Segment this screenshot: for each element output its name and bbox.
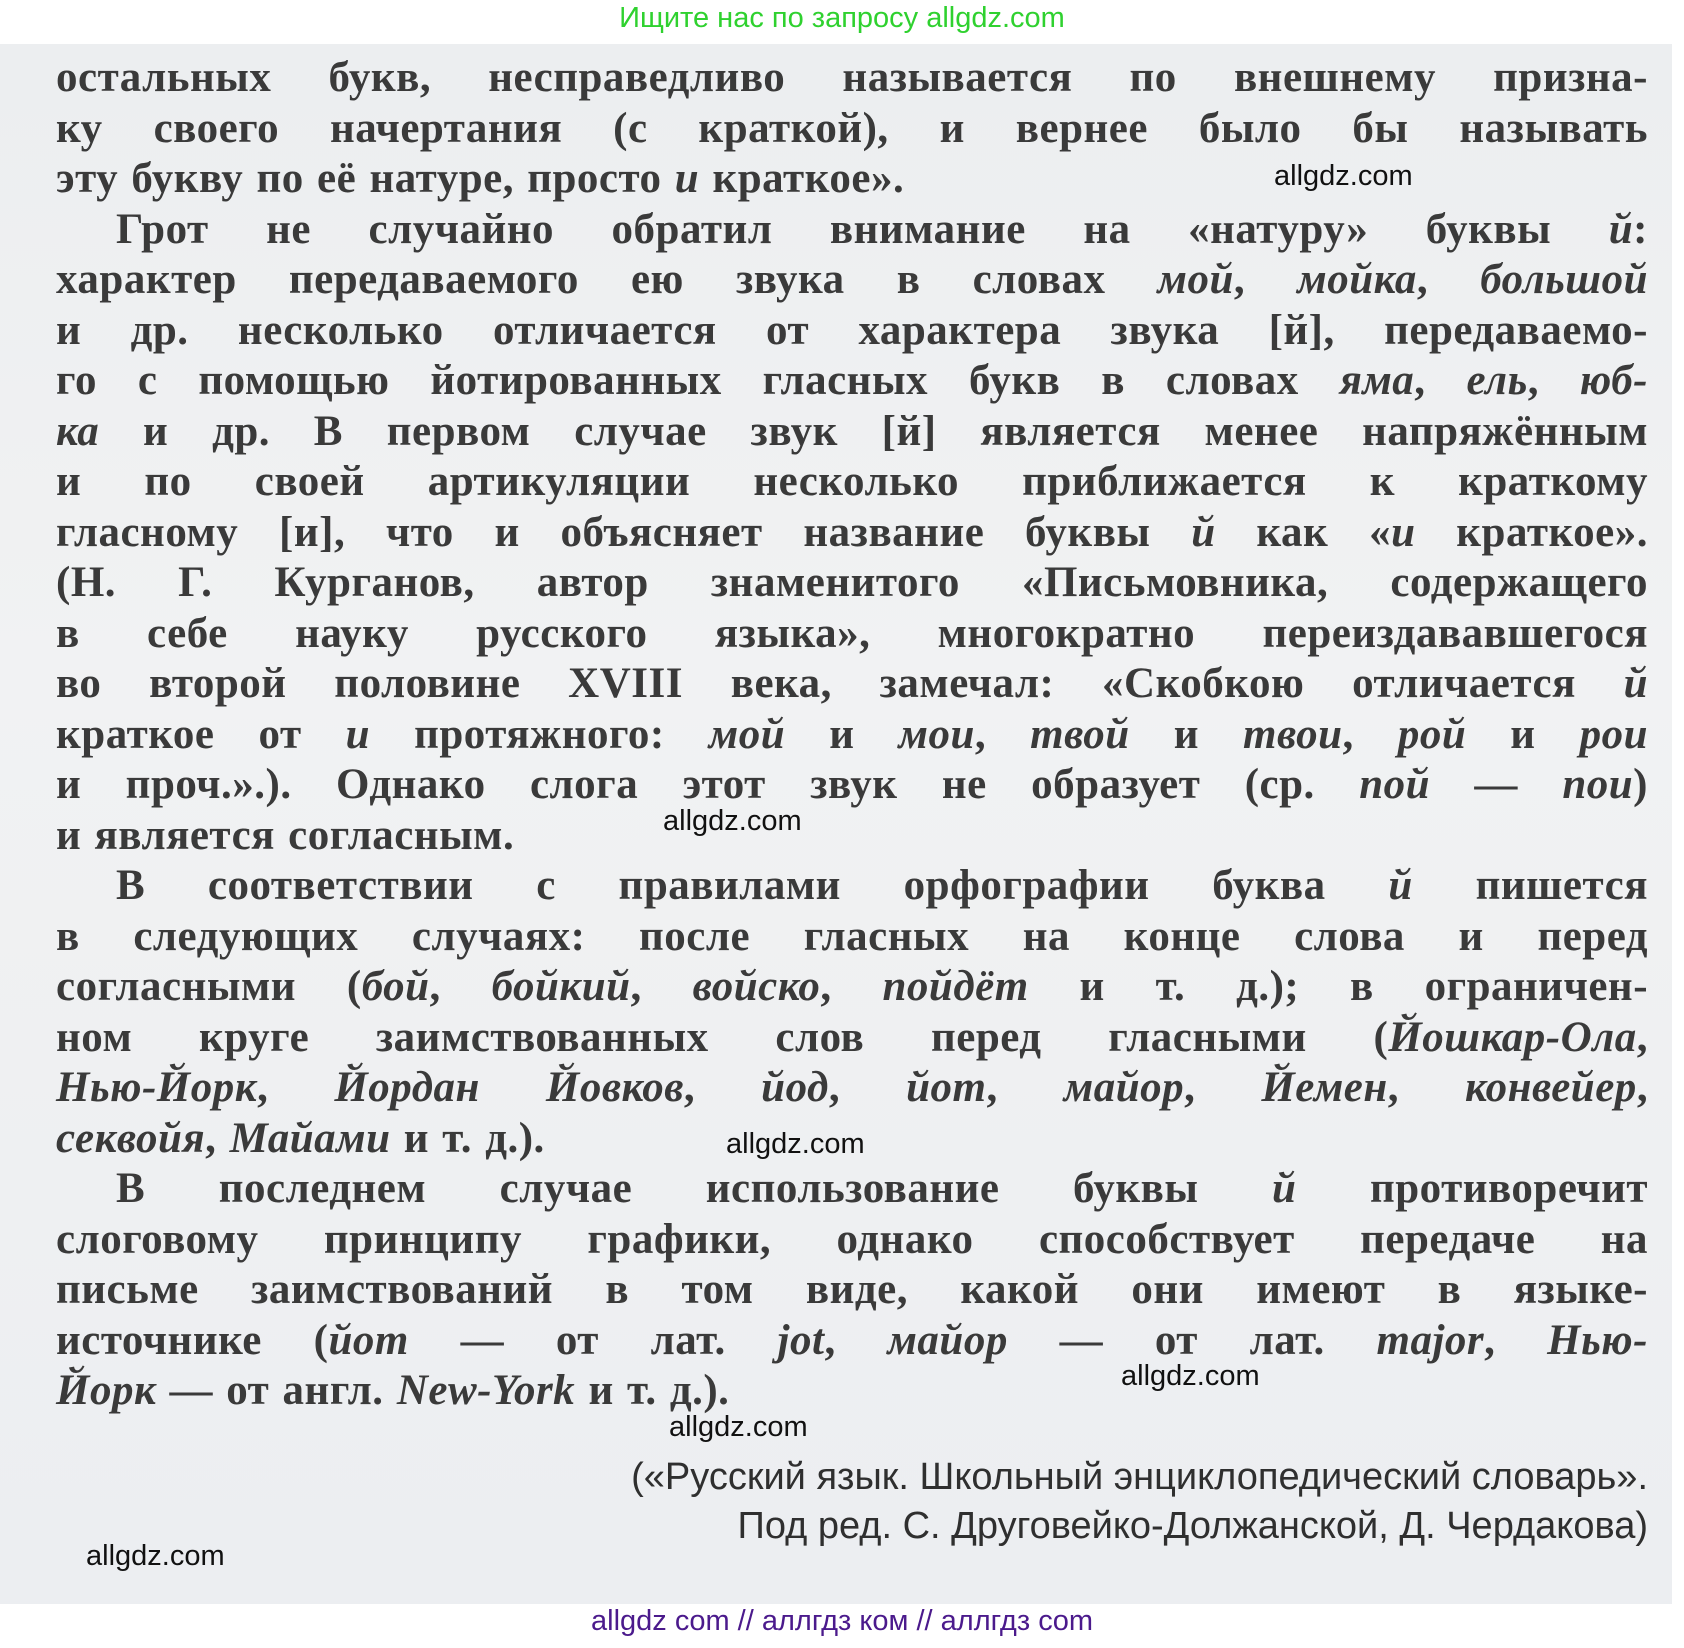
text-run: — от лат.: [408, 1316, 778, 1364]
text-run: и: [1129, 710, 1244, 758]
text-line: [56, 912, 1648, 963]
italic-example: пой: [1359, 761, 1431, 808]
italic-example: твои: [1243, 710, 1343, 758]
text-run: — от лат.: [1007, 1316, 1377, 1364]
italic-example: мой: [708, 710, 786, 758]
italic-example: секвойя: [56, 1114, 206, 1162]
citation-line-1: («Русский язык. Школьный энциклопедический словарь».: [631, 1456, 1648, 1498]
italic-example: большой: [1480, 256, 1649, 303]
text-run: и др. В первом случае звук [й] является менее напряжённым: [99, 407, 1648, 455]
italic-example: jot: [777, 1316, 825, 1364]
italic-example: Йорк: [56, 1367, 157, 1414]
italic-example: Нью-Йорк: [56, 1064, 258, 1111]
italic-example: ель: [1466, 357, 1528, 404]
text-line: [56, 407, 1648, 458]
text-run: ,: [429, 963, 492, 1010]
text-line: [56, 306, 1648, 357]
site-footer-links[interactable]: allgdz com // аллгдз ком // аллгдз com: [591, 1605, 1093, 1637]
text-run: ,: [1414, 357, 1467, 404]
text-run: ,: [1636, 1013, 1648, 1061]
text-run: и т. д.).: [575, 1367, 730, 1414]
text-run: в себе науку русского языка», многократно переиздававшегося: [56, 609, 1648, 657]
italic-example: и: [345, 710, 371, 758]
italic-example: йот: [906, 1064, 987, 1111]
text-line: [56, 1164, 1648, 1215]
text-line: [56, 508, 1648, 559]
italic-example: бой: [361, 963, 430, 1010]
text-run: и др. несколько отличается от характера звука [й], передаваемо-: [56, 306, 1648, 354]
text-line: [56, 659, 1648, 710]
text-run: и по своей артикуляции несколько приближается к краткому: [56, 458, 1648, 505]
italic-example: New-York: [396, 1367, 576, 1414]
text-run: и: [785, 710, 899, 758]
italic-example: мойка: [1297, 256, 1417, 303]
citation-line-2: Под ред. С. Друговейко-Должанской, Д. Чердакова): [737, 1505, 1648, 1547]
text-run: :: [1633, 205, 1648, 253]
text-line: [56, 1366, 1648, 1417]
text-line: [56, 1013, 1648, 1064]
text-line: [56, 558, 1648, 609]
text-line: [56, 962, 1648, 1013]
text-run: ,: [683, 1064, 762, 1111]
italic-example: мой: [1157, 256, 1234, 303]
text-run: ,: [820, 963, 883, 1010]
article-body: [56, 53, 1648, 1417]
text-run: — от англ.: [156, 1367, 397, 1414]
italic-example: Майами: [229, 1114, 391, 1162]
italic-example: й: [1191, 508, 1216, 556]
text-run: ,: [1527, 357, 1580, 404]
text-line: [56, 1063, 1648, 1114]
text-run: противоречит: [1296, 1165, 1649, 1212]
text-run: краткое».: [1415, 508, 1648, 556]
text-run: характер передаваемого ею звука в словах: [56, 256, 1158, 303]
italic-example: й: [1272, 1165, 1297, 1212]
text-run: ,: [986, 1064, 1064, 1111]
text-run: и т. д.).: [390, 1114, 545, 1162]
text-run: Грот не случайно обратил внимание на «натуру» буквы: [116, 205, 1609, 253]
text-line: [56, 1215, 1648, 1266]
italic-example: войско: [692, 963, 821, 1010]
italic-example: й: [1388, 862, 1413, 909]
text-run: ,: [1387, 1064, 1465, 1111]
text-run: ,: [1416, 256, 1481, 303]
italic-example: Йемен: [1261, 1064, 1388, 1111]
text-run: источнике (: [56, 1316, 329, 1364]
watermark: allgdz.com: [726, 1128, 865, 1160]
text-line: [56, 609, 1648, 660]
italic-example: пойдёт: [882, 963, 1029, 1010]
text-run: как «: [1215, 508, 1392, 556]
site-banner[interactable]: Ищите нас по запросу allgdz.com: [619, 2, 1065, 34]
text-run: краткое».: [699, 155, 905, 202]
italic-example: майор: [887, 1316, 1008, 1364]
text-run: ,: [828, 1064, 907, 1111]
text-line: [56, 255, 1648, 306]
watermark: allgdz.com: [1274, 160, 1413, 192]
italic-example: и: [674, 155, 700, 202]
text-run: ,: [974, 710, 1031, 758]
watermark: allgdz.com: [663, 805, 802, 837]
text-line: [56, 861, 1648, 912]
italic-example: Йордан Йовков: [334, 1064, 684, 1111]
text-run: (Н. Г. Курганов, автор знаменитого «Письмовника, содержащего: [56, 559, 1648, 606]
text-line: [56, 710, 1648, 761]
italic-example: рои: [1579, 710, 1648, 758]
italic-example: major: [1376, 1316, 1485, 1364]
italic-example: й: [1623, 660, 1648, 707]
text-run: ,: [824, 1316, 888, 1364]
text-run: ,: [1184, 1064, 1262, 1111]
text-line: [56, 1316, 1648, 1367]
text-line: [56, 811, 1648, 862]
italic-example: мои: [898, 710, 975, 758]
italic-example: яма: [1339, 357, 1415, 404]
text-run: и проч.».). Однако слога этот звук не образует (ср.: [56, 761, 1360, 808]
text-run: ,: [630, 963, 693, 1010]
text-line: [56, 1265, 1648, 1316]
italic-example: йод: [761, 1064, 829, 1111]
text-run: В соответствии с правилами орфографии буква: [116, 862, 1389, 909]
text-run: го с помощью йотированных гласных букв в словах: [56, 357, 1340, 404]
text-run: ,: [1233, 256, 1298, 303]
text-line: [56, 53, 1648, 104]
text-run: гласному [и], что и объясняет название буквы: [56, 508, 1192, 556]
watermark: allgdz.com: [1121, 1360, 1260, 1392]
text-run: краткое от: [56, 710, 346, 758]
text-line: [56, 104, 1648, 155]
text-run: эту букву по её натуре, просто: [56, 155, 675, 202]
text-run: во второй половине XVIII века, замечал: «Скобкою отличается: [56, 660, 1624, 707]
italic-example: конвейер: [1465, 1064, 1637, 1111]
italic-example: и: [1391, 508, 1416, 556]
text-run: —: [1430, 761, 1563, 808]
text-run: согласными (: [56, 963, 362, 1010]
text-run: ку своего начертания (с краткой), и вернее было бы называть: [56, 104, 1648, 152]
italic-example: майор: [1063, 1064, 1185, 1111]
text-run: В последнем случае использование буквы: [116, 1165, 1273, 1212]
italic-example: Йошкар-Ола: [1388, 1013, 1637, 1061]
italic-example: пои: [1562, 761, 1634, 808]
italic-example: ка: [56, 407, 100, 455]
text-run: ,: [1636, 1064, 1649, 1111]
italic-example: йот: [328, 1316, 409, 1364]
watermark: allgdz.com: [86, 1540, 225, 1572]
text-run: слоговому принципу графики, однако способствует передаче на: [56, 1215, 1648, 1263]
text-run: и т. д.); в ограничен-: [1028, 963, 1649, 1010]
text-line: [56, 760, 1648, 811]
text-run: ,: [257, 1064, 335, 1111]
text-run: и: [1466, 710, 1580, 758]
text-line: [56, 457, 1648, 508]
text-line: [56, 356, 1648, 407]
page-edge: [1672, 0, 1684, 1648]
text-run: ном круге заимствованных слов перед гласными (: [56, 1013, 1389, 1061]
text-run: протяжного:: [370, 710, 709, 758]
italic-example: бойкий: [491, 963, 631, 1010]
text-run: ,: [1342, 710, 1398, 758]
text-run: ,: [205, 1114, 230, 1162]
text-run: остальных букв, несправедливо называется по внешнему призна-: [56, 54, 1648, 101]
text-run: в следующих случаях: после гласных на конце слова и перед: [56, 912, 1648, 960]
watermark: allgdz.com: [669, 1411, 808, 1443]
italic-example: юб-: [1579, 357, 1649, 404]
text-run: и является согласным.: [56, 811, 515, 859]
italic-example: твой: [1030, 710, 1130, 758]
text-run: письме заимствований в том виде, какой они имеют в языке-: [56, 1266, 1648, 1313]
italic-example: й: [1608, 205, 1634, 253]
italic-example: рой: [1397, 710, 1467, 758]
italic-example: Нью-: [1547, 1316, 1648, 1364]
text-run: пишется: [1412, 862, 1648, 909]
text-run: ): [1633, 761, 1648, 808]
text-run: ,: [1484, 1316, 1548, 1364]
text-line: [56, 205, 1648, 256]
